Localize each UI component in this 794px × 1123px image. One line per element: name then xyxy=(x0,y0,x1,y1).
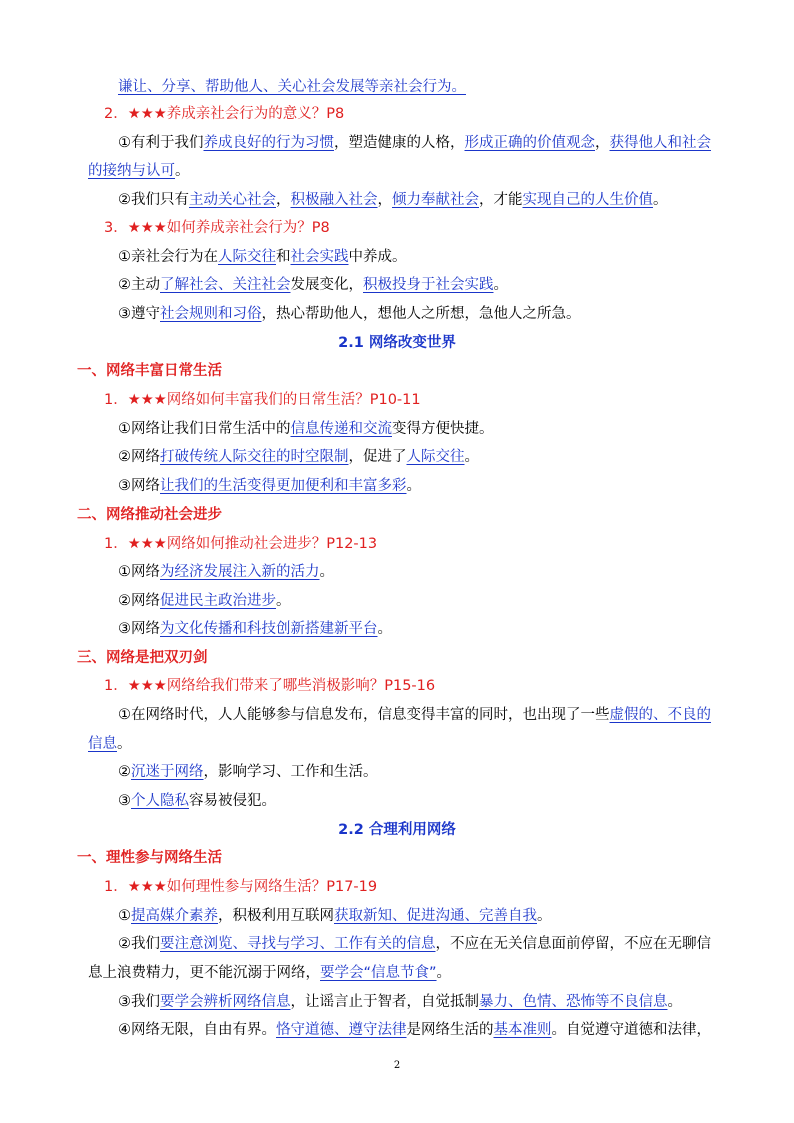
text-segment: 。 xyxy=(436,965,452,981)
text-segment: 是网络生活的 xyxy=(406,1022,494,1038)
text-line xyxy=(118,77,466,97)
text-segment: 中养成。 xyxy=(348,249,407,265)
text-segment: 三、网络是把双刃剑 xyxy=(77,650,208,666)
text-line xyxy=(118,906,552,926)
text-line xyxy=(118,705,711,725)
text-segment: ，积极利用互联网 xyxy=(218,908,334,924)
text-segment: ，让谣言止于智者，自觉抵制 xyxy=(290,994,479,1010)
text-segment: 。 xyxy=(493,277,508,293)
underlined-keyphrase: 实现自己的人生价值 xyxy=(522,192,653,208)
underlined-keyphrase: 基本准则 xyxy=(493,1022,552,1038)
page-number: 2 xyxy=(393,1060,401,1071)
text-line xyxy=(118,133,711,153)
text-segment: 3．★★★如何养成亲社会行为？P8 xyxy=(104,220,330,236)
underlined-keyphrase: 社会规则和习俗 xyxy=(160,306,262,322)
text-line xyxy=(77,505,222,525)
text-segment: ③网络 xyxy=(118,478,160,494)
text-segment: ，塑造健康的人格， xyxy=(334,135,465,151)
underlined-keyphrase: 要学会“信息节食” xyxy=(320,965,437,981)
text-segment: 。 xyxy=(464,449,479,465)
underlined-keyphrase: 养成良好的行为习惯 xyxy=(203,135,334,151)
text-line xyxy=(88,161,190,181)
text-segment: 2.1 网络改变世界 xyxy=(338,335,456,351)
text-line xyxy=(118,275,508,295)
text-segment: 。 xyxy=(117,736,132,752)
text-line xyxy=(77,361,222,381)
text-segment: 变得方便快捷。 xyxy=(392,421,494,437)
text-segment: ，不应在无关信息面前停留，不应在无聊信 xyxy=(435,936,711,952)
text-line xyxy=(118,791,276,811)
text-segment: 容易被侵犯。 xyxy=(189,793,276,809)
underlined-keyphrase: 人际交往 xyxy=(406,449,465,465)
underlined-keyphrase: 了解社会、关注社会 xyxy=(160,277,291,293)
underlined-keyphrase: 社会实践 xyxy=(290,249,349,265)
text-segment: ③ xyxy=(118,793,131,809)
text-segment: ， xyxy=(595,135,610,151)
text-segment: 。 xyxy=(319,564,334,580)
text-line xyxy=(118,992,682,1012)
text-segment: ①在网络时代，人人能够参与信息发布，信息变得丰富的同时，也出现了一些 xyxy=(118,707,610,723)
underlined-keyphrase: 积极投身于社会实践 xyxy=(363,277,494,293)
text-segment: ②主动 xyxy=(118,277,160,293)
text-line xyxy=(118,591,291,611)
text-line xyxy=(118,190,668,210)
text-segment: 。 xyxy=(276,593,291,609)
text-line xyxy=(118,476,421,496)
underlined-keyphrase: 人际交往 xyxy=(218,249,276,265)
underlined-keyphrase: 恪守道德、遵守法律 xyxy=(276,1022,407,1038)
text-line xyxy=(77,848,222,868)
text-segment: ，才能 xyxy=(479,192,523,208)
underlined-keyphrase: 要学会辨析网络信息 xyxy=(160,994,291,1010)
text-segment: 。 xyxy=(406,478,421,494)
underlined-keyphrase: 促进民主政治进步 xyxy=(160,593,276,609)
text-segment: ， xyxy=(276,192,291,208)
text-segment: 发展变化， xyxy=(290,277,363,293)
text-segment: ④网络无限，自由有界。 xyxy=(118,1022,276,1038)
text-segment: 1．★★★如何理性参与网络生活？P17-19 xyxy=(104,879,378,895)
text-line xyxy=(104,877,377,897)
underlined-keyphrase: 为经济发展注入新的活力 xyxy=(160,564,320,580)
text-segment: 2.2 合理利用网络 xyxy=(338,822,456,838)
text-segment: 一、网络丰富日常生活 xyxy=(77,363,222,379)
text-segment: 。 xyxy=(667,994,682,1010)
underlined-keyphrase: 积极融入社会 xyxy=(290,192,378,208)
text-segment: 2．★★★养成亲社会行为的意义？P8 xyxy=(104,106,345,122)
underlined-keyphrase: 沉迷于网络 xyxy=(131,764,204,780)
text-segment: ②我们 xyxy=(118,936,160,952)
text-segment: ①网络让我们日常生活中的 xyxy=(118,421,291,437)
underlined-keyphrase: 谦让、分享、帮助他人、关心社会发展等亲社会行为。 xyxy=(118,79,466,95)
underlined-keyphrase: 信息传递和交流 xyxy=(290,421,392,437)
text-segment: 一、理性参与网络生活 xyxy=(77,850,222,866)
underlined-keyphrase: 信息 xyxy=(88,736,117,752)
text-line xyxy=(0,820,794,840)
text-segment: 。 xyxy=(653,192,668,208)
underlined-keyphrase: 打破传统人际交往的时空限制 xyxy=(160,449,349,465)
underlined-keyphrase: 主动关心社会 xyxy=(189,192,276,208)
text-segment: ① xyxy=(118,908,131,924)
text-line xyxy=(118,934,711,954)
text-segment: ③遵守 xyxy=(118,306,160,322)
text-segment: 。 xyxy=(377,621,392,637)
text-line xyxy=(104,676,435,696)
text-line xyxy=(104,390,421,410)
text-line xyxy=(104,534,377,554)
text-line xyxy=(118,247,407,267)
text-segment: 1．★★★网络如何推动社会进步？P12-13 xyxy=(104,536,378,552)
text-line xyxy=(77,648,208,668)
text-segment: ②我们只有 xyxy=(118,192,189,208)
underlined-keyphrase: 获取新知、促进沟通、完善自我 xyxy=(334,908,537,924)
text-segment: ② xyxy=(118,764,131,780)
text-line xyxy=(0,333,794,353)
text-segment: ②网络 xyxy=(118,593,160,609)
text-line xyxy=(118,419,494,439)
text-segment: 。 xyxy=(175,163,190,179)
underlined-keyphrase: 的接纳与认可 xyxy=(88,163,175,179)
underlined-keyphrase: 让我们的生活变得更加便利和丰富多彩 xyxy=(160,478,407,494)
text-segment: ③网络 xyxy=(118,621,160,637)
text-line xyxy=(118,304,581,324)
text-line xyxy=(118,1020,711,1040)
underlined-keyphrase: 为文化传播和科技创新搭建新平台 xyxy=(160,621,378,637)
text-segment: 二、网络推动社会进步 xyxy=(77,507,222,523)
text-segment: 息上浪费精力，更不能沉溺于网络， xyxy=(88,965,320,981)
text-segment: ①网络 xyxy=(118,564,160,580)
text-segment: ，热心帮助他人，想他人之所想，急他人之所急。 xyxy=(261,306,581,322)
underlined-keyphrase: 获得他人和社会 xyxy=(609,135,711,151)
underlined-keyphrase: 虚假的、不良的 xyxy=(609,707,711,723)
text-segment: 1．★★★网络如何丰富我们的日常生活？P10-11 xyxy=(104,392,421,408)
text-segment: ， xyxy=(377,192,392,208)
text-line xyxy=(88,963,451,983)
text-segment: ①有利于我们 xyxy=(118,135,204,151)
text-line xyxy=(118,447,479,467)
underlined-keyphrase: 倾力奉献社会 xyxy=(392,192,479,208)
text-segment: ①亲社会行为在 xyxy=(118,249,218,265)
underlined-keyphrase: 暴力、色情、恐怖等不良信息 xyxy=(479,994,668,1010)
text-segment: ，促进了 xyxy=(348,449,407,465)
text-segment: 和 xyxy=(276,249,291,265)
text-line xyxy=(104,104,344,124)
text-segment: 。 xyxy=(537,908,552,924)
text-segment: ②网络 xyxy=(118,449,160,465)
text-segment: 。自觉遵守道德和法律， xyxy=(551,1022,711,1038)
underlined-keyphrase: 形成正确的价值观念 xyxy=(464,135,595,151)
underlined-keyphrase: 要注意浏览、寻找与学习、工作有关的信息 xyxy=(160,936,436,952)
underlined-keyphrase: 个人隐私 xyxy=(131,793,189,809)
text-segment: 1．★★★网络给我们带来了哪些消极影响？P15-16 xyxy=(104,678,436,694)
text-line xyxy=(118,762,378,782)
text-line xyxy=(88,734,132,754)
text-segment: ③我们 xyxy=(118,994,160,1010)
text-line xyxy=(104,218,330,238)
text-segment: ，影响学习、工作和生活。 xyxy=(203,764,378,780)
text-line xyxy=(118,562,334,582)
text-line xyxy=(118,619,392,639)
underlined-keyphrase: 提高媒介素养 xyxy=(131,908,218,924)
